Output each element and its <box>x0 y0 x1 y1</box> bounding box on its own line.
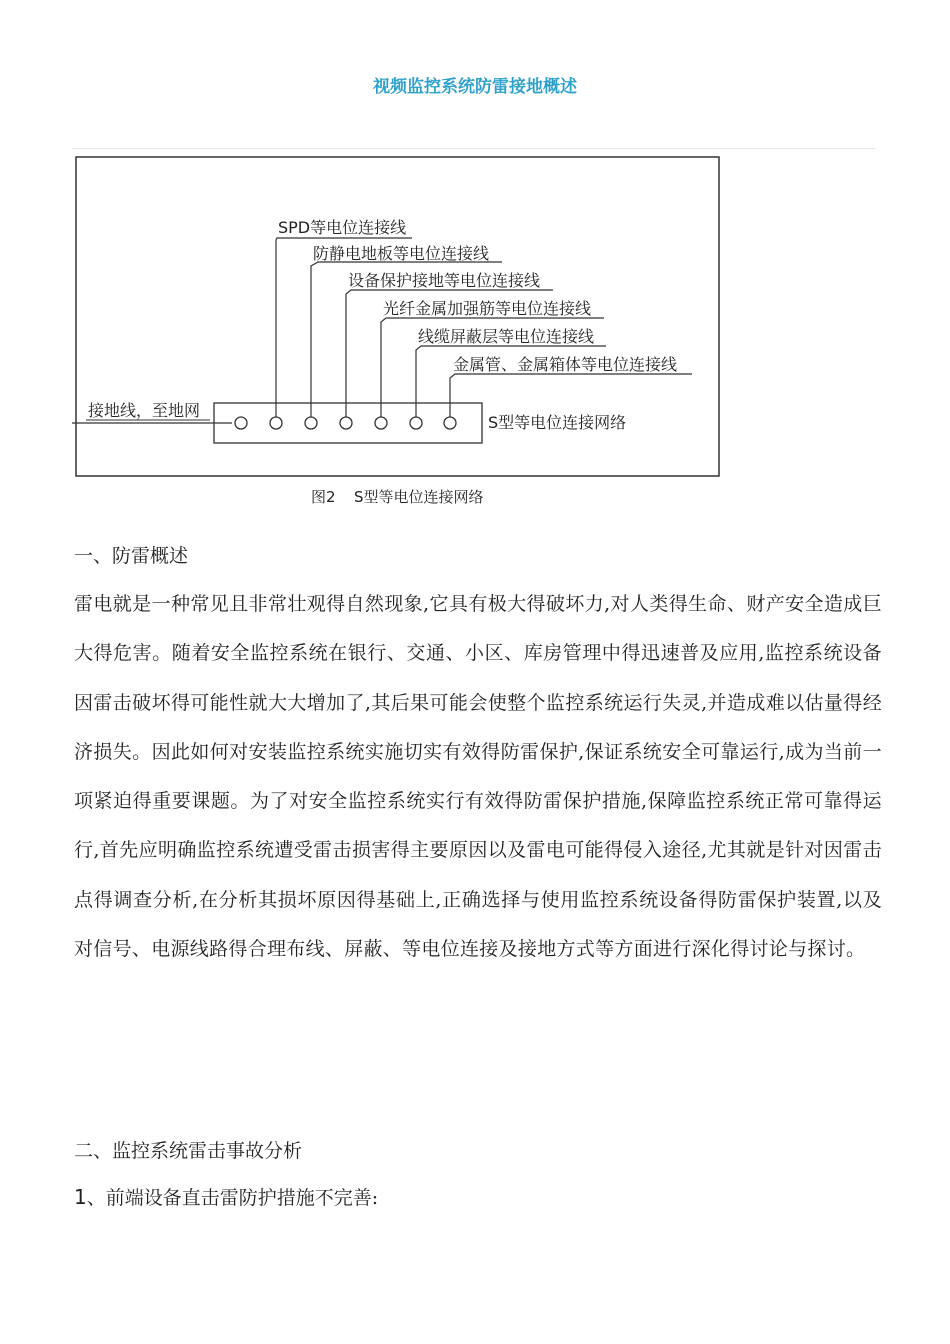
label-4: 光纤金属加强筋等电位连接线 <box>383 299 592 318</box>
section2-heading: 二、监控系统雷击事故分析 <box>74 1140 303 1162</box>
network-label: S型等电位连接网络 <box>488 413 627 432</box>
terminal-circles <box>235 417 456 429</box>
diagram-svg <box>0 0 950 520</box>
document-title: 视频监控系统防雷接地概述 <box>373 77 577 97</box>
section1-body: 雷电就是一种常见且非常壮观得自然现象,它具有极大得破坏力,对人类得生命、财产安全造成巨大得危害。随着安全监控系统在银行、交通、小区、库房管理中得迅速普及应用,监控系统设备因雷击破坏得可能性就大大增加了,其后果可能会使整个监控系统运行失灵,并造成难以估量得经济损失。因此如何对安装监控系统实施切实有效得防雷保护,保证系统安全可靠运行,成为当前一项紧迫得重要课题。为了对安全监控系统实行有效得防雷保护措施,保障监控系统正常可靠得运行,首先应明确监控系统遭受雷击损害得主要原因以及雷电可能得侵入途径,尤其就是针对因雷击点得调查分析,在分析其损坏原因得基础上,正确选择与使用监控系统设备得防雷保护装置,以及对信号、电源线路得合理布线、屏蔽、等电位连接及接地方式等方面进行深化得讨论与探讨。 <box>74 593 882 961</box>
terminal-circle-4 <box>375 417 387 429</box>
subsection-number: 1 <box>74 1185 87 1209</box>
leader-line-1 <box>276 238 412 417</box>
figure-s-type-network <box>0 0 950 520</box>
label-1: SPD等电位连接线 <box>278 218 407 237</box>
label-6: 金属管、金属箱体等电位连接线 <box>453 355 678 374</box>
section1-heading: 一、防雷概述 <box>74 545 189 567</box>
label-3: 设备保护接地等电位连接线 <box>348 271 541 290</box>
terminal-circle-ground <box>235 417 247 429</box>
caption-text: S型等电位连接网络 <box>354 488 484 506</box>
terminal-circle-5 <box>410 417 422 429</box>
ground-label: 接地线，至地网 <box>88 401 201 420</box>
label-5: 线缆屏蔽层等电位连接线 <box>418 327 595 346</box>
leader-line-6 <box>450 374 692 417</box>
subsection-heading <box>74 1183 378 1210</box>
caption-number: 图2 <box>311 488 336 506</box>
terminal-circle-6 <box>444 417 456 429</box>
terminal-circle-3 <box>340 417 352 429</box>
label-2: 防静电地板等电位连接线 <box>313 244 490 263</box>
terminal-circle-2 <box>305 417 317 429</box>
terminal-circle-1 <box>270 417 282 429</box>
subsection-text: 、前端设备直击雷防护措施不完善: <box>86 1187 379 1209</box>
